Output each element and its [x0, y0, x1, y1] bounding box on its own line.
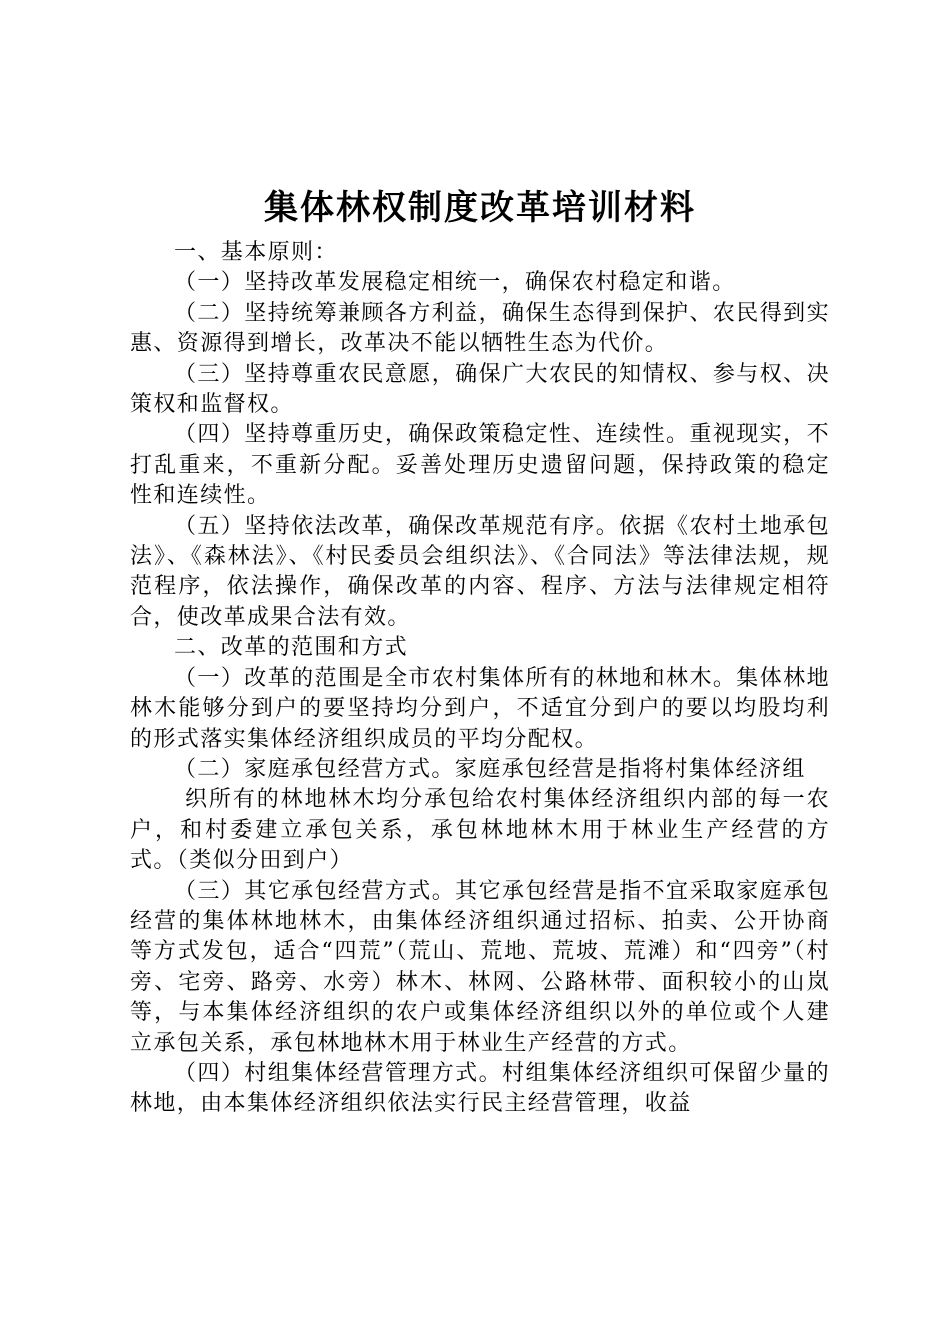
paragraph-principle-5: （五）坚持依法改革，确保改革规范有序。依据《农村土地承包法》、《森林法》、《村民委员会组织法》、《合同法》等法律法规，规范程序，依法操作，确保改革的内容、程序、方法与法律规定相符合，使改革成果合法有效。: [130, 513, 830, 630]
paragraph-principle-2: （二）坚持统筹兼顾各方利益，确保生态得到保护、农民得到实惠、资源得到增长，改革决不能以牺牲生态为代价。: [130, 300, 830, 357]
section-heading-scope-and-methods: 二、改革的范围和方式: [174, 635, 409, 661]
paragraph-scope-3: （三）其它承包经营方式。其它承包经营是指不宜采取家庭承包经营的集体林地林木，由集体经济组织通过招标、拍卖、公开协商等方式发包，适合“四荒”（荒山、荒地、荒坡、荒滩）和“四旁”（村旁、宅旁、路旁、水旁）林木、林网、公路林带、面积较小的山岚等，与本集体经济组织的农户或集体经济组织以外的单位或个人建立承包关系，承包林地林木用于林业生产经营的方式。: [130, 878, 830, 1056]
paragraph-principle-1: （一）坚持改革发展稳定相统一，确保农村稳定和谐。: [174, 270, 736, 296]
paragraph-scope-2-continued: 织所有的林地林木均分承包给农村集体经济组织内部的每一农户，和村委建立承包关系，承包林地林木用于林业生产经营的方式。（类似分田到户）: [130, 787, 830, 874]
document-body: [130, 186, 830, 1120]
paragraph-scope-1: （一）改革的范围是全市农村集体所有的林地和林木。集体林地林木能够分到户的要坚持均分到户，不适宜分到户的要以均股均利的形式落实集体经济组织成员的平均分配权。: [130, 665, 830, 752]
paragraph-principle-4: （四）坚持尊重历史，确保政策稳定性、连续性。重视现实，不打乱重来，不重新分配。妥善处理历史遗留问题，保持政策的稳定性和连续性。: [130, 422, 830, 509]
document-title: 集体林权制度改革培训材料: [264, 188, 696, 228]
paragraph-scope-4: （四）村组集体经营管理方式。村组集体经济组织可保留少量的林地，由本集体经济组织依法实行民主经营管理，收益: [130, 1060, 830, 1117]
section-heading-basic-principles: 一、基本原则：: [174, 240, 338, 265]
paragraph-principle-3: （三）坚持尊重农民意愿，确保广大农民的知情权、参与权、决策权和监督权。: [130, 361, 830, 418]
paragraph-scope-2: （二）家庭承包经营方式。家庭承包经营是指将村集体经济组: [174, 756, 806, 782]
